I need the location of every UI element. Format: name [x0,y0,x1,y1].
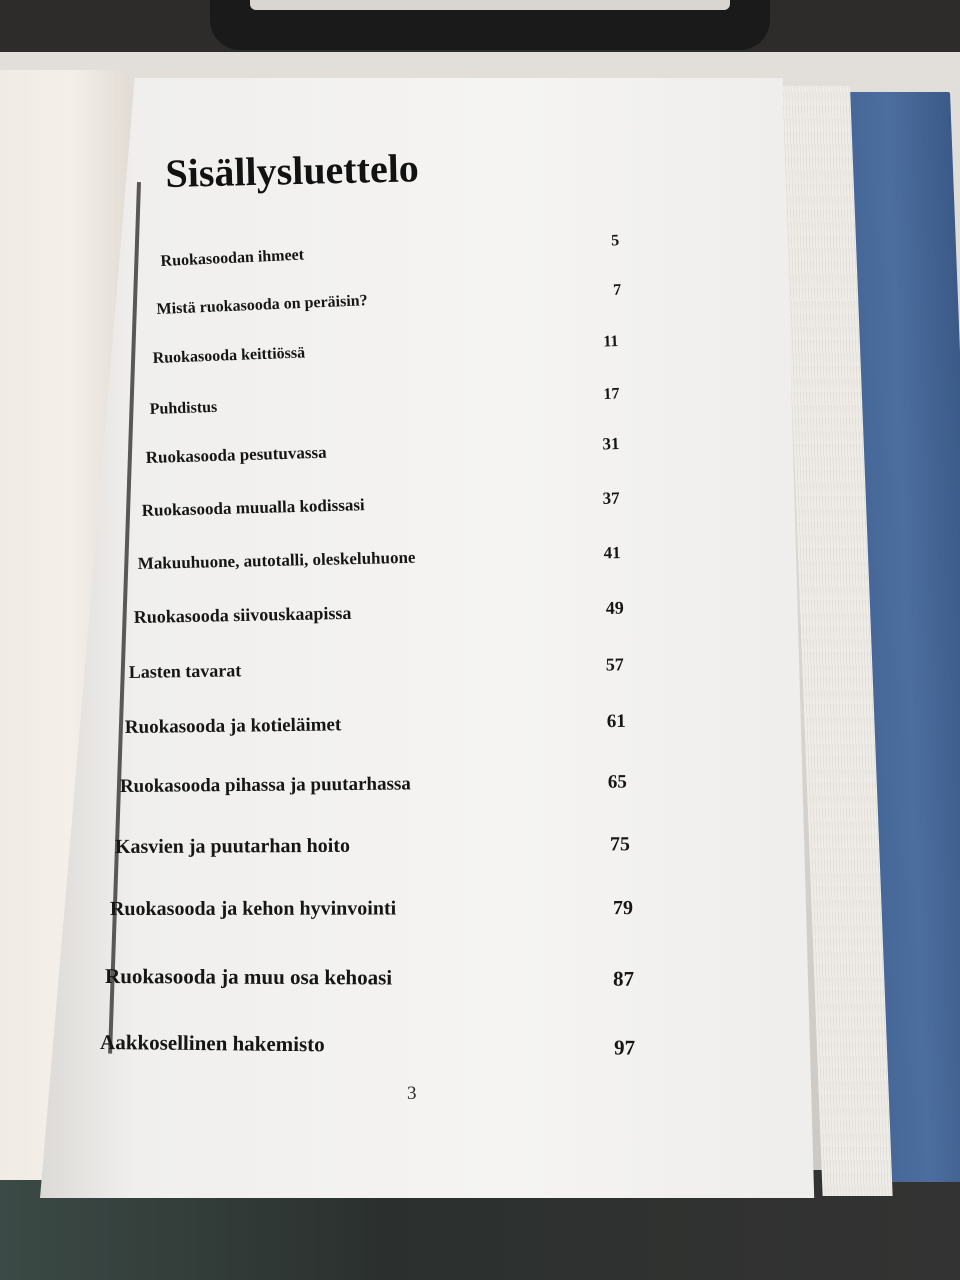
toc-entry-label: Ruokasooda keittiössä [152,344,306,368]
toc-entry-label: Puhdistus [149,398,218,419]
toc-entry-page: 11 [603,332,619,351]
toc-entry-page: 7 [612,281,622,299]
page-title: Sisällysluettelo [164,145,420,197]
toc-entry-page: 57 [605,654,624,675]
toc-entry-label: Ruokasooda muualla kodissasi [141,495,365,521]
toc-entry-label: Aakkosellinen hakemisto [100,1030,325,1057]
toc-entry-label: Mistä ruokasooda on peräisin? [156,292,368,319]
toc-entry-label: Ruokasoodan ihmeet [160,246,305,271]
toc-entry-page: 87 [612,966,635,991]
toc-entry-label: Makuuhuone, autotalli, oleskeluhuone [137,547,416,574]
toc-entry-label: Ruokasooda pihassa ja puutarhassa [119,773,411,797]
page-number: 3 [407,1083,417,1104]
toc-entry-label: Ruokasooda ja kotieläimet [124,714,342,739]
toc-entry-label: Ruokasooda ja kehon hyvinvointi [109,897,397,920]
toc-entry-page: 49 [605,597,624,618]
toc-entry-page: 75 [609,833,630,856]
toc-entry-page: 97 [613,1035,636,1060]
toc-entry-page: 31 [602,433,620,454]
toc-entry-label: Ruokasooda pesutuvassa [145,442,327,468]
toc-entry-page: 65 [607,771,627,793]
toc-entry-page: 17 [603,385,620,403]
toc-entry-label: Ruokasooda siivouskaapissa [133,602,352,628]
toc-entry-page: 41 [603,543,621,563]
toc-entry-page: 61 [606,710,626,733]
toc-entry-label: Lasten tavarat [128,660,242,683]
toc-entry-label: Ruokasooda ja muu osa kehoasi [105,964,393,990]
toc-entry-page: 5 [610,232,620,250]
toc-entry-page: 79 [612,897,633,920]
toc-entry-page: 37 [602,488,620,508]
toc-entry-label: Kasvien ja puutarhan hoito [114,834,351,858]
